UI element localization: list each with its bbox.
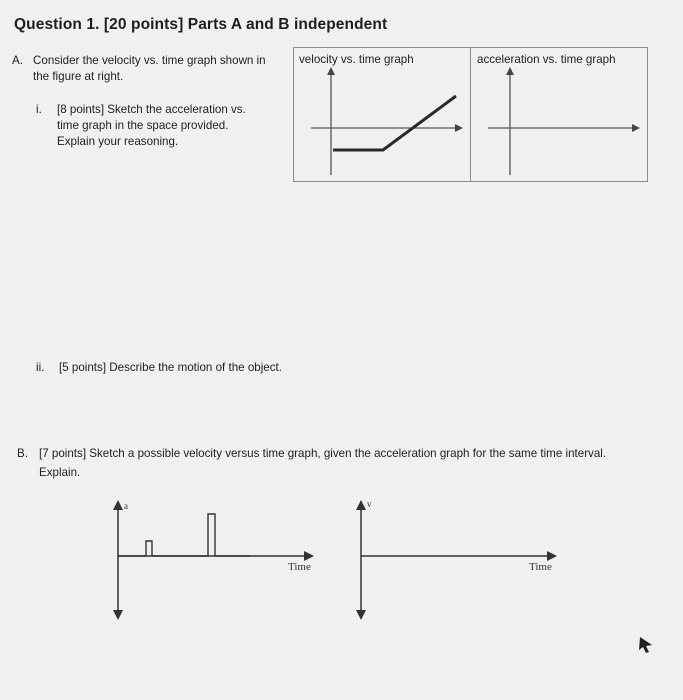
velocity-graph-drawing <box>293 47 471 182</box>
sub-i-line2: time graph in the space provided. <box>57 119 229 132</box>
part-b-line1: [7 points] Sketch a possible velocity versus time graph, given the acceleration graph for the same time interval. <box>39 447 607 460</box>
sub-ii-text: [5 points] Describe the motion of the object. <box>59 361 282 374</box>
velocity-curve <box>333 96 456 150</box>
sub-i-line1: [8 points] Sketch the acceleration vs. <box>57 103 246 116</box>
velocity-panel-title: velocity vs. time graph <box>299 53 414 66</box>
part-b-marker: B. <box>17 447 28 460</box>
sub-i-line3: Explain your reasoning. <box>57 135 179 148</box>
part-b-line2: Explain. <box>39 466 81 479</box>
sub-ii-marker: ii. <box>36 361 45 374</box>
accel-x-label: Time <box>288 561 311 573</box>
accel-y-label: a <box>124 501 128 511</box>
sub-i-marker: i. <box>36 103 42 116</box>
part-a-marker: A. <box>12 54 23 67</box>
part-a-prompt-line2: the figure at right. <box>33 70 124 83</box>
mouse-cursor-icon <box>638 636 654 654</box>
part-a-prompt-line1: Consider the velocity vs. time graph shown in <box>33 54 266 67</box>
accel-curve <box>118 514 250 556</box>
part-b-velocity-graph <box>343 490 573 625</box>
acceleration-panel-title: acceleration vs. time graph <box>477 53 616 66</box>
part-b-acceleration-graph <box>100 490 330 625</box>
acceleration-answer-axes <box>470 47 648 182</box>
velocity-b-x-label: Time <box>529 561 552 573</box>
velocity-b-y-label: v <box>367 499 372 509</box>
question-title: Question 1. [20 points] Parts A and B independent <box>14 16 388 33</box>
